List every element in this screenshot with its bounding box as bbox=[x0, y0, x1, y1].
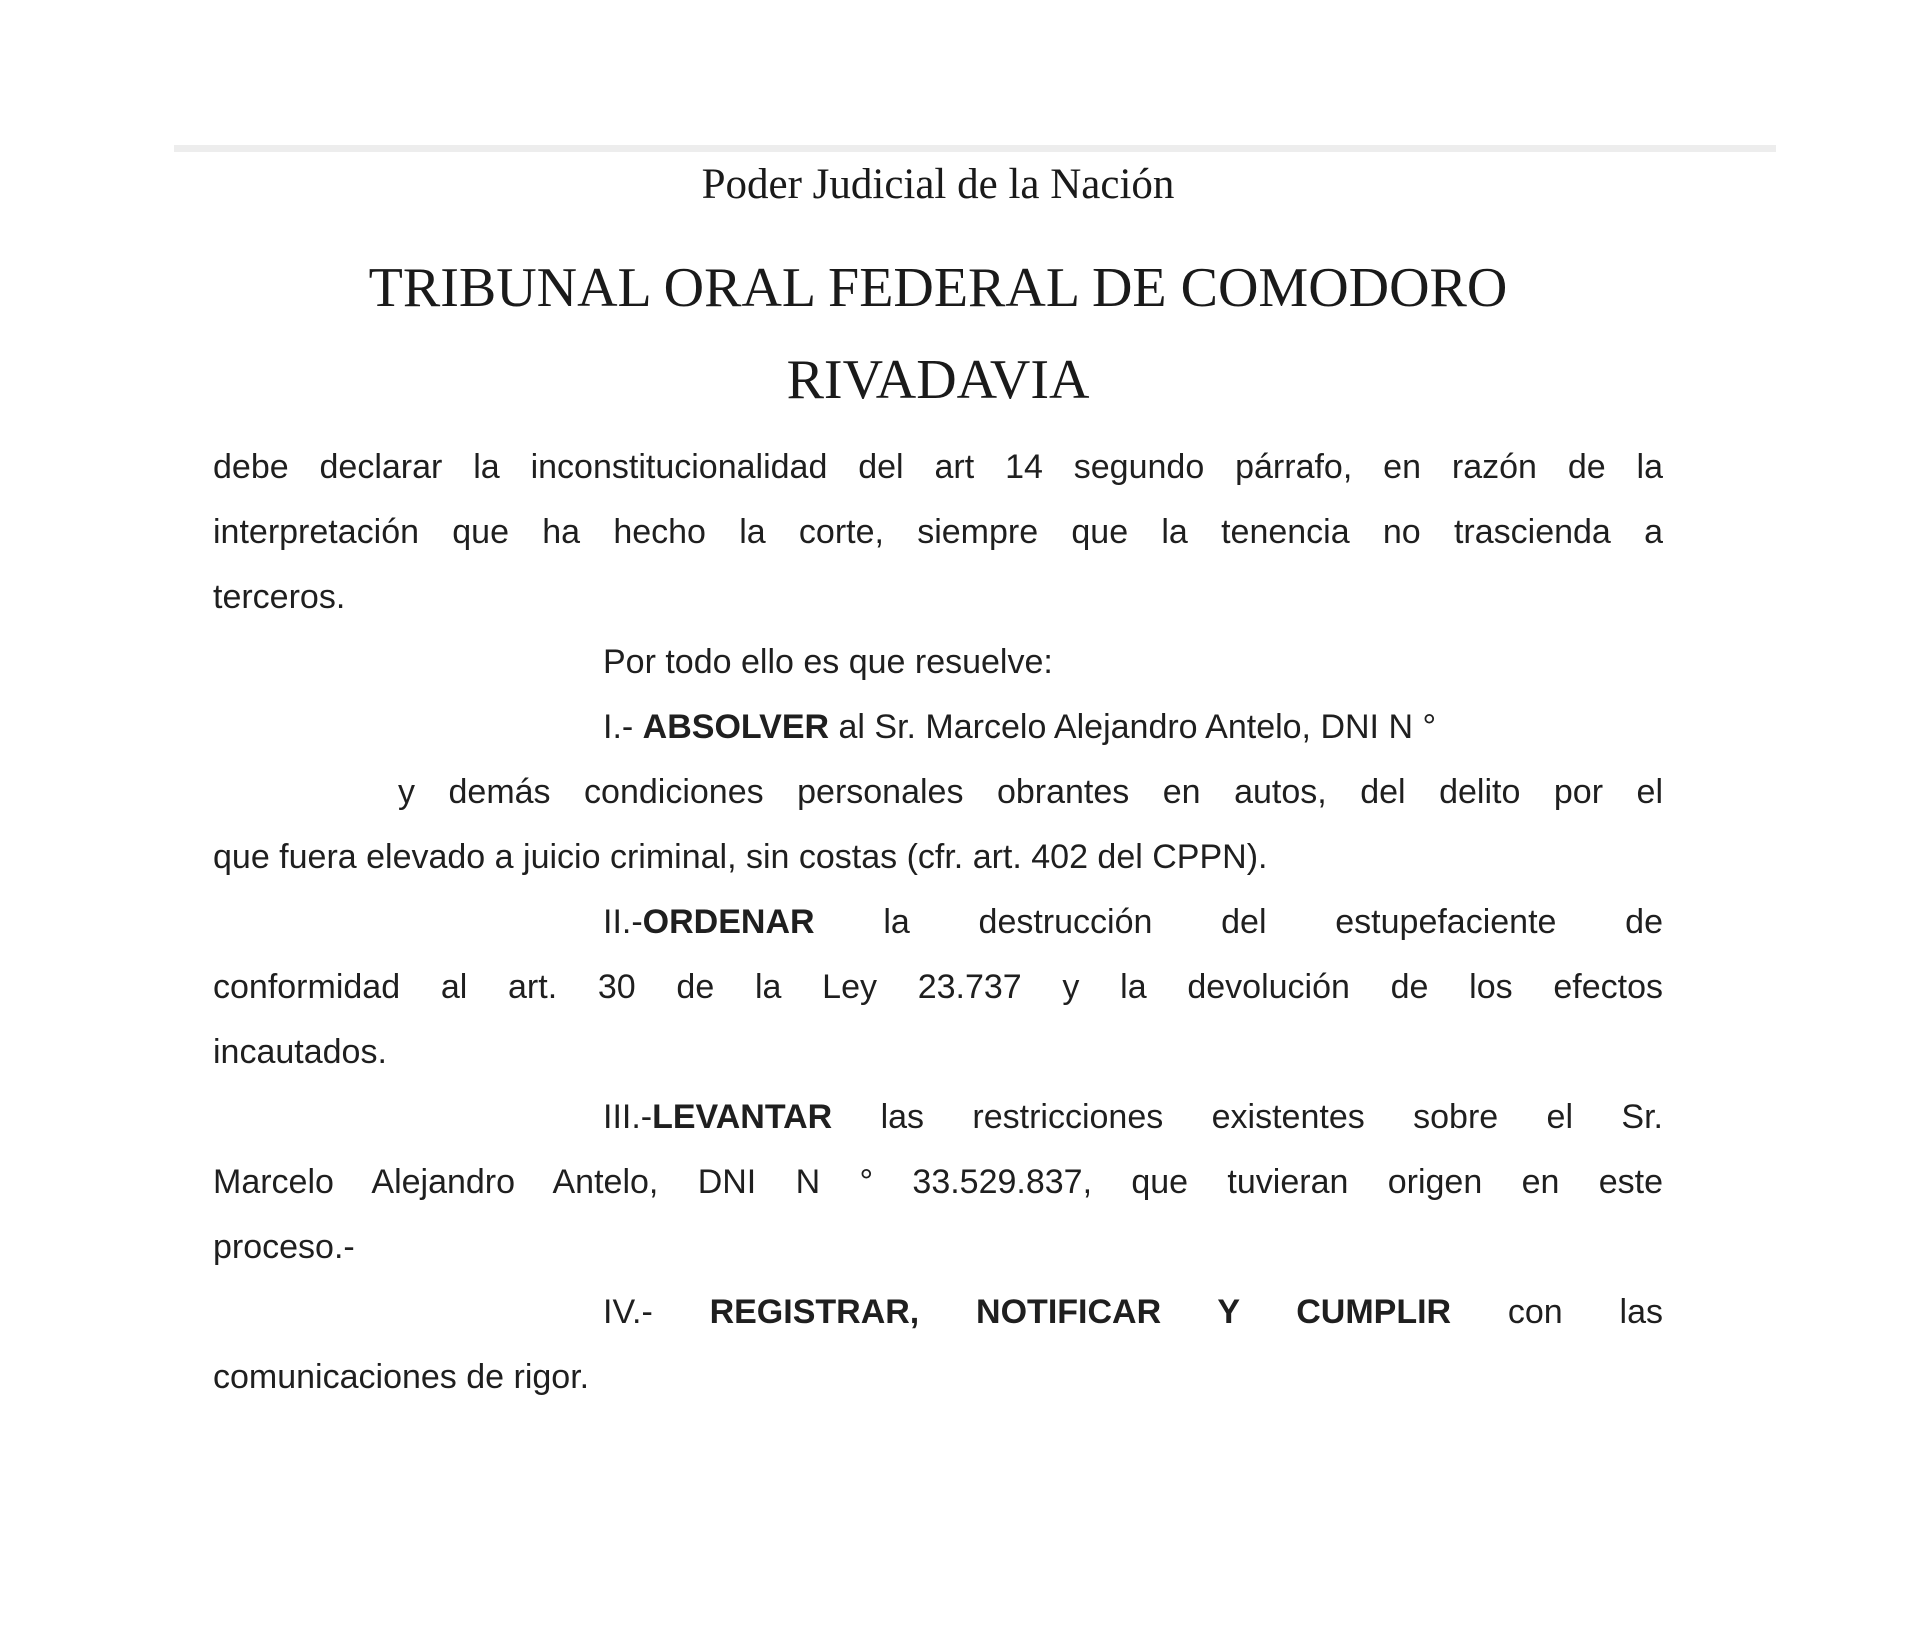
resolution-keyword: ABSOLVER bbox=[642, 708, 830, 746]
resolution-body bbox=[213, 435, 1663, 1410]
line-text: III.- bbox=[603, 1098, 653, 1136]
body-line: terceros. bbox=[213, 578, 346, 616]
line-text: IV.- bbox=[603, 1293, 710, 1331]
tribunal-title-line-2: RIVADAVIA bbox=[786, 349, 1090, 411]
resolution-keyword: REGISTRAR, NOTIFICAR Y CUMPLIR bbox=[709, 1293, 1452, 1331]
body-line-resolution-2 bbox=[213, 890, 1663, 955]
body-line: y demás condiciones personales obrantes en autos, del delito por el bbox=[398, 773, 1663, 811]
line-text: al Sr. Marcelo Alejandro Antelo, DNI N ° bbox=[829, 708, 1437, 746]
tribunal-title bbox=[213, 242, 1663, 426]
line-text: la destrucción del estupefaciente de bbox=[814, 903, 1663, 941]
line-text: con las bbox=[1451, 1293, 1663, 1331]
body-line: proceso.- bbox=[213, 1228, 355, 1266]
body-line-resolution-4 bbox=[213, 1280, 1663, 1345]
resolution-keyword: ORDENAR bbox=[642, 903, 815, 941]
resolution-keyword: LEVANTAR bbox=[652, 1098, 833, 1136]
body-line-resolution-1 bbox=[213, 695, 1663, 760]
body-line: incautados. bbox=[213, 1033, 387, 1071]
body-line: Por todo ello es que resuelve: bbox=[603, 643, 1053, 681]
court-header: Poder Judicial de la Nación bbox=[701, 161, 1175, 208]
body-line: Marcelo Alejandro Antelo, DNI N ° 33.529.837, que tuvieran origen en este bbox=[213, 1163, 1663, 1201]
body-line: comunicaciones de rigor. bbox=[213, 1358, 590, 1396]
body-line: conformidad al art. 30 de la Ley 23.737 y la devolución de los efectos bbox=[213, 968, 1663, 1006]
line-text: II.- bbox=[603, 903, 643, 941]
line-text: las restricciones existentes sobre el Sr. bbox=[832, 1098, 1663, 1136]
line-text: I.- bbox=[603, 708, 643, 746]
body-line: que fuera elevado a juicio criminal, sin costas (cfr. art. 402 del CPPN). bbox=[213, 838, 1268, 876]
body-line-resolution-3 bbox=[213, 1085, 1663, 1150]
tribunal-title-line-1: TRIBUNAL ORAL FEDERAL DE COMODORO bbox=[368, 257, 1508, 319]
scan-artifact-band bbox=[174, 145, 1776, 152]
body-line: interpretación que ha hecho la corte, siempre que la tenencia no trascienda a bbox=[213, 513, 1663, 551]
body-line: debe declarar la inconstitucionalidad del art 14 segundo párrafo, en razón de la bbox=[213, 448, 1663, 486]
